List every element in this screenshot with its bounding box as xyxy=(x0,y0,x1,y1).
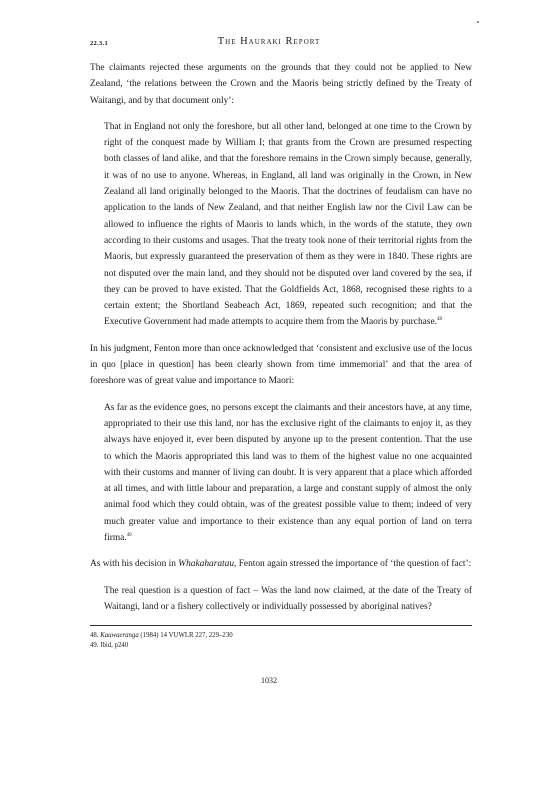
quote-1-text: That in England not only the foreshore, but all other land, belonged at one time to the Crown by right of the conquest made by William I; that grants from the Crown are presumed respecting both classes of land alike, and that the foreshore remains in the Crown simply because, generally, it was of no use to anyone. Whereas, in England, all land was originally in the Crown, in New Zealand all land originally belonged to the Maoris. That the doctrines of feudalism can have no application to the lands of New Zealand, and that neither English law nor the Civil Law can be allowed to influence the rights of Maoris to lands which, in the words of the statute, they own according to their customs and usages. That the treaty took none of their territorial rights from the Maoris, but expressly guaranteed the preservation of them as they were in 1840. These rights are not disputed over the main land, and they should not be disputed over land covered by the sea, if they can be proved to have existed. That the Goldfields Act, 1868, recognised these rights to a certain extent; the Shortland Seabeach Act, 1869, repeated such recognition; and that the Executive Government had made attempts to acquire them from the Maoris by purchase. xyxy=(104,121,472,328)
page-body xyxy=(90,60,472,625)
footnote-citation: Ibid, p240 xyxy=(100,642,129,649)
footnote-48 xyxy=(90,631,233,641)
footnote-49 xyxy=(90,641,233,651)
footnote-case-name: Kauwaeranga xyxy=(100,632,139,639)
footnote-citation: (1984) 14 VUWLR 227, 229–230 xyxy=(138,632,233,639)
running-header-title: The Hauraki Report xyxy=(217,36,321,47)
footnote-number: 48. xyxy=(90,632,99,639)
footnotes xyxy=(90,631,233,651)
footnote-ref-49[interactable]: 49 xyxy=(126,532,132,538)
page-number: 1032 xyxy=(261,676,277,685)
footnote-ref-48[interactable]: 48 xyxy=(436,317,442,323)
footnote-number: 49. xyxy=(90,642,99,649)
quote-2-text: As far as the evidence goes, no persons except the claimants and their ancestors have, at any time, appropriated to their use this land, nor has the exclusive right of the claimants to enjoy it, as they always have enjoyed it, ever been disputed by anyone up to the present contention. That the use to which the Maoris appropriated this land was to them of the highest value no one acquainted with their customs and manner of living can doubt. It is very apparent that a place which afforded at all times, and with little labour and preparation, a large and constant supply of almost the only animal food which they could obtain, was of the greatest possible value to them; indeed of very much greater value and importance to their existence than any equal portion of land on terra firma. xyxy=(104,402,472,544)
paragraph-3-rest: , Fenton again stressed the importance of ‘the question of fact’: xyxy=(234,559,472,570)
paragraph-2: In his judgment, Fenton more than once acknowledged that ‘consistent and exclusive use of the locus in quo [place in question] has been clearly shown from time immemorial’ and that the area of foreshore was of great value and importance to Maori: xyxy=(90,343,472,387)
section-number: 22.3.1 xyxy=(90,40,109,47)
paragraph-3-lead: As with his decision in xyxy=(90,559,179,570)
scan-speck xyxy=(477,21,479,23)
block-quote-3: The real question is a question of fact – Was the land now claimed, at the date of the Treaty of Waitangi, land or a fishery collectively or individually possessed by aboriginal natives? xyxy=(104,585,472,612)
footnote-divider xyxy=(90,625,472,626)
case-name-whakaharatau: Whakaharatau xyxy=(178,559,235,570)
paragraph-3 xyxy=(90,556,472,572)
block-quote-2 xyxy=(104,400,472,547)
paragraph-1: The claimants rejected these arguments on the grounds that they could not be applied to New Zealand, ‘the relations between the Crown and the Maoris being strictly defined by the Treaty of Waitangi, and by that document only’: xyxy=(90,63,472,106)
block-quote-1 xyxy=(104,119,472,331)
